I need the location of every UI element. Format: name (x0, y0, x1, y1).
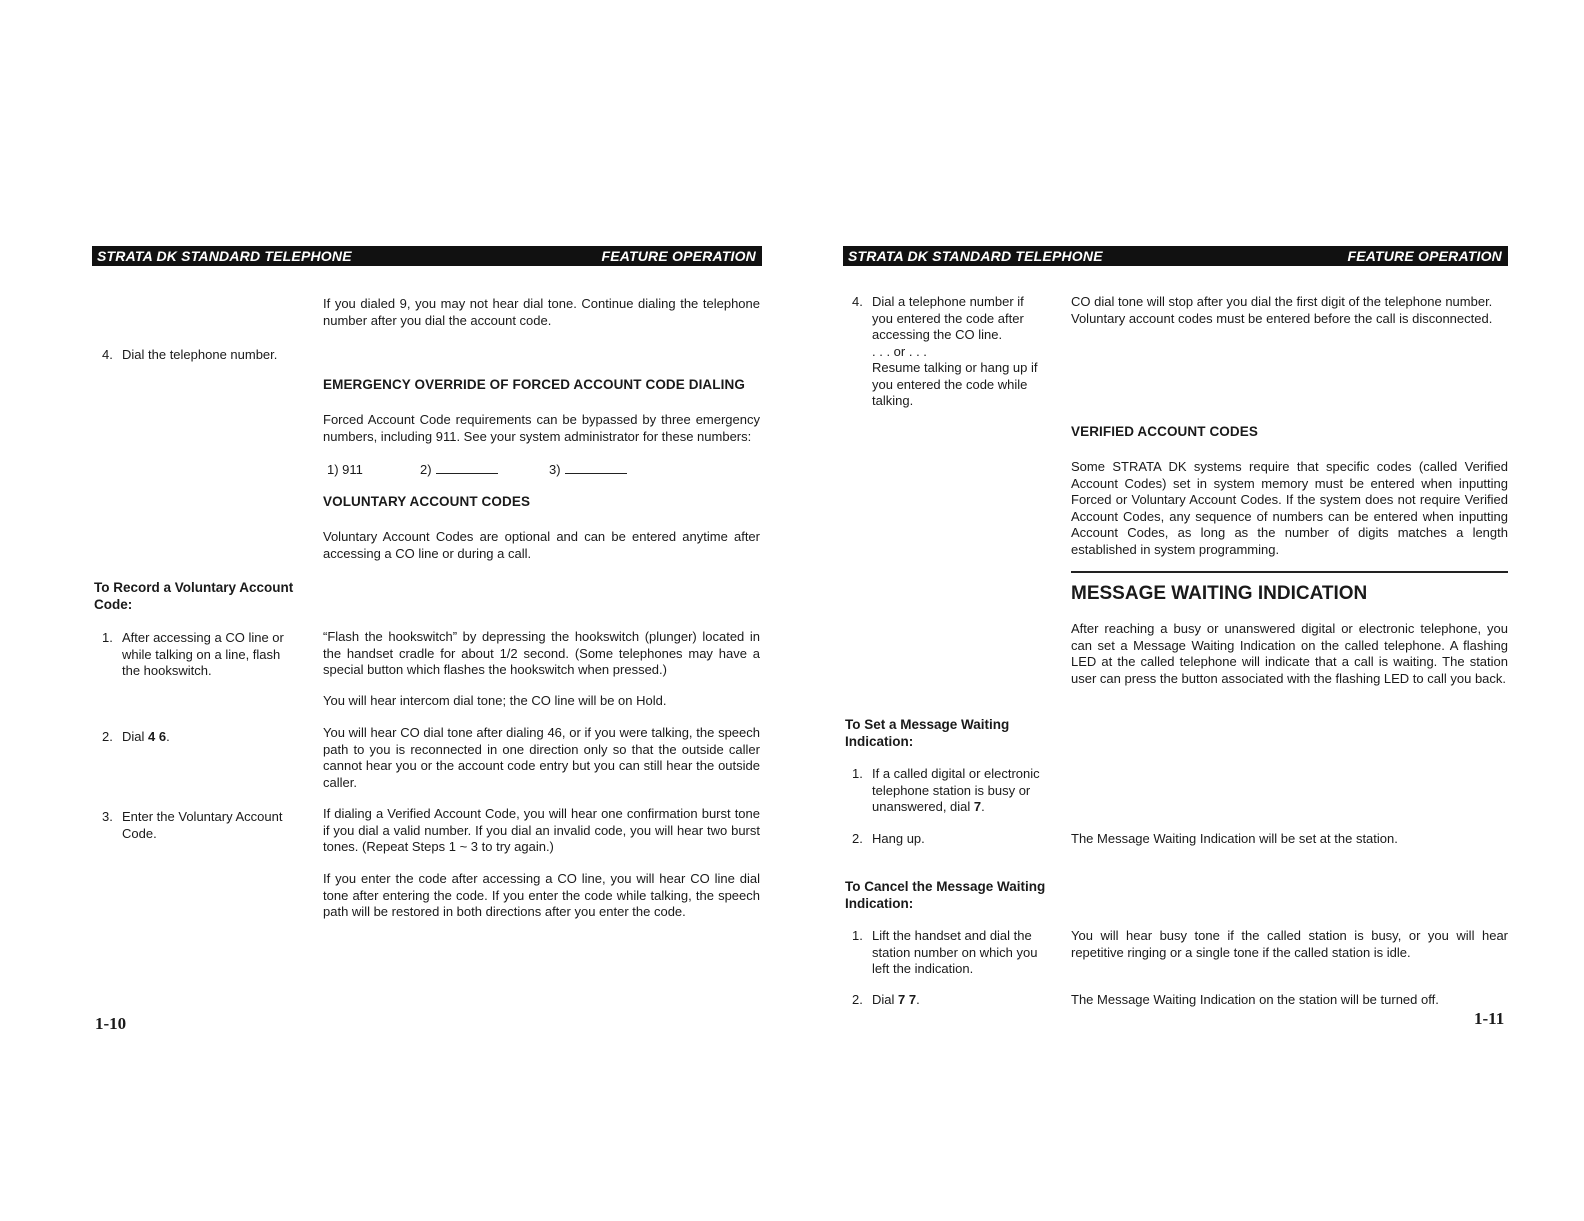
cancel-mwi-heading: To Cancel the Message Waiting Indication: (845, 879, 1046, 911)
right-step-4 (852, 294, 1048, 410)
step-number: 3. (102, 809, 113, 824)
blank-line (436, 462, 498, 474)
dial-keys: 4 6 (148, 729, 167, 744)
cancel-step-2 (852, 992, 1048, 1009)
step-text: Dial a telephone number if you entered the code after accessing the CO line. (872, 294, 1024, 342)
blank-line (565, 462, 627, 474)
right-header-title: STRATA DK STANDARD TELEPHONE (848, 248, 1103, 264)
step-1-note-2: You will hear intercom dial tone; the CO line will be on Hold. (323, 693, 667, 708)
left-step-3 (102, 809, 298, 842)
step-number: 1. (102, 630, 113, 645)
set-step-2-note: The Message Waiting Indication will be set at the station. (1071, 831, 1398, 846)
mwi-heading: MESSAGE WAITING INDICATION (1071, 583, 1368, 604)
dial-keys: 7 (973, 799, 982, 814)
voluntary-heading: VOLUNTARY ACCOUNT CODES (323, 494, 531, 509)
step-number: 2. (102, 729, 113, 744)
step-text: After accessing a CO line or while talking on a line, flash the hookswitch. (122, 630, 284, 678)
step-or: . . . or . . . (872, 343, 927, 359)
step-text-suffix: . (981, 799, 985, 814)
step-text: Enter the Voluntary Account Code. (122, 809, 283, 841)
left-header-bar (92, 246, 762, 266)
step-3-note: If dialing a Verified Account Code, you will hear one confirmation burst tone if you dial a valid number. If you dial an invalid code, you will hear two burst tones. (Repeat Steps 1 ~ 3 to try again.) (323, 806, 760, 854)
step-text: If a called digital or electronic telephone station is busy or unanswered, dial (872, 766, 1040, 814)
emergency-number-3-label: 3) (549, 462, 561, 477)
dial-keys: 7 7 (898, 992, 917, 1007)
left-header-title: STRATA DK STANDARD TELEPHONE (97, 248, 352, 264)
left-header-section: FEATURE OPERATION (601, 248, 756, 264)
section-divider (1071, 571, 1508, 573)
right-header-section: FEATURE OPERATION (1347, 248, 1502, 264)
step-number: 1. (852, 766, 863, 781)
emergency-number-2 (420, 462, 498, 479)
verified-heading: VERIFIED ACCOUNT CODES (1071, 424, 1258, 439)
step-2-note: You will hear CO dial tone after dialing 46, or if you were talking, the speech path to you is reconnected in one direction only so that the outside caller cannot hear you or the account code entry but you can still hear the outside caller. (323, 725, 760, 790)
step-1-note: “Flash the hookswitch” by depressing the hookswitch (plunger) located in the handset cradle for about 1/2 second. (Some telephones may have a special button which flashes the hookswitch when pressed.) (323, 629, 760, 677)
left-step-4 (102, 347, 302, 364)
emergency-number-3 (549, 462, 627, 479)
step-number: 2. (852, 992, 863, 1007)
cancel-step-1-note: You will hear busy tone if the called station is busy, or you will hear repetitive ringing or a single tone if the called station is idle. (1071, 928, 1508, 960)
mwi-text: After reaching a busy or unanswered digital or electronic telephone, you can set a Message Waiting Indication on the called telephone. A flashing LED at the called telephone will indicate that a call is waiting. The station user can press the button associated with the flashing LED to call you back. (1071, 621, 1508, 686)
cancel-step-2-note: The Message Waiting Indication on the station will be turned off. (1071, 992, 1439, 1007)
left-step-1 (102, 630, 298, 680)
set-mwi-heading: To Set a Message Waiting Indication: (845, 717, 1010, 749)
right-step-4-note: CO dial tone will stop after you dial the first digit of the telephone number. Voluntary account codes must be entered before the call is disconnected. (1071, 294, 1493, 326)
emergency-heading: EMERGENCY OVERRIDE OF FORCED ACCOUNT CODE DIALING (323, 377, 745, 392)
step-text: Dial the telephone number. (122, 347, 278, 362)
step-text: Hang up. (872, 831, 925, 846)
left-step-2 (102, 729, 298, 746)
step-text-suffix: . (916, 992, 920, 1007)
cancel-step-1 (852, 928, 1048, 978)
intro-note: If you dialed 9, you may not hear dial tone. Continue dialing the telephone number after you dial the account code. (323, 296, 760, 328)
right-page-number: 1-11 (1474, 1009, 1505, 1028)
left-page-number: 1-10 (95, 1014, 127, 1033)
step-3-note-2: If you enter the code after accessing a CO line, you will hear CO line dial tone after entering the code. If you enter the code while talking, the speech path will be restored in both directions after you enter the code. (323, 871, 760, 919)
step-text-prefix: Dial (122, 729, 145, 744)
step-text: Lift the handset and dial the station number on which you left the indication. (872, 928, 1038, 976)
right-header-bar (843, 246, 1508, 266)
set-step-2 (852, 831, 1048, 848)
step-number: 1. (852, 928, 863, 943)
step-text-suffix: . (166, 729, 170, 744)
verified-text: Some STRATA DK systems require that specific codes (called Verified Account Codes) set in system memory must be entered when inputting Forced or Voluntary Account Codes. If the system does not require Verified Account Codes, any sequence of numbers can be entered when inputting Account Codes, as long as the number of digits matches a length established in system programming. (1071, 459, 1508, 557)
emergency-text: Forced Account Code requirements can be bypassed by three emergency numbers, including 911. See your system administrator for these numbers: (323, 412, 760, 444)
emergency-number-2-label: 2) (420, 462, 432, 477)
set-step-1 (852, 766, 1052, 816)
step-text-prefix: Dial (872, 992, 895, 1007)
step-text (122, 729, 298, 746)
step-number: 4. (852, 294, 863, 309)
voluntary-text: Voluntary Account Codes are optional and can be entered anytime after accessing a CO line or during a call. (323, 529, 760, 561)
step-number: 4. (102, 347, 113, 362)
record-heading: To Record a Voluntary Account Code: (94, 580, 294, 612)
step-number: 2. (852, 831, 863, 846)
emergency-number-1: 1) 911 (327, 462, 363, 477)
step-text-alt: Resume talking or hang up if you entered the code while talking. (872, 360, 1038, 408)
